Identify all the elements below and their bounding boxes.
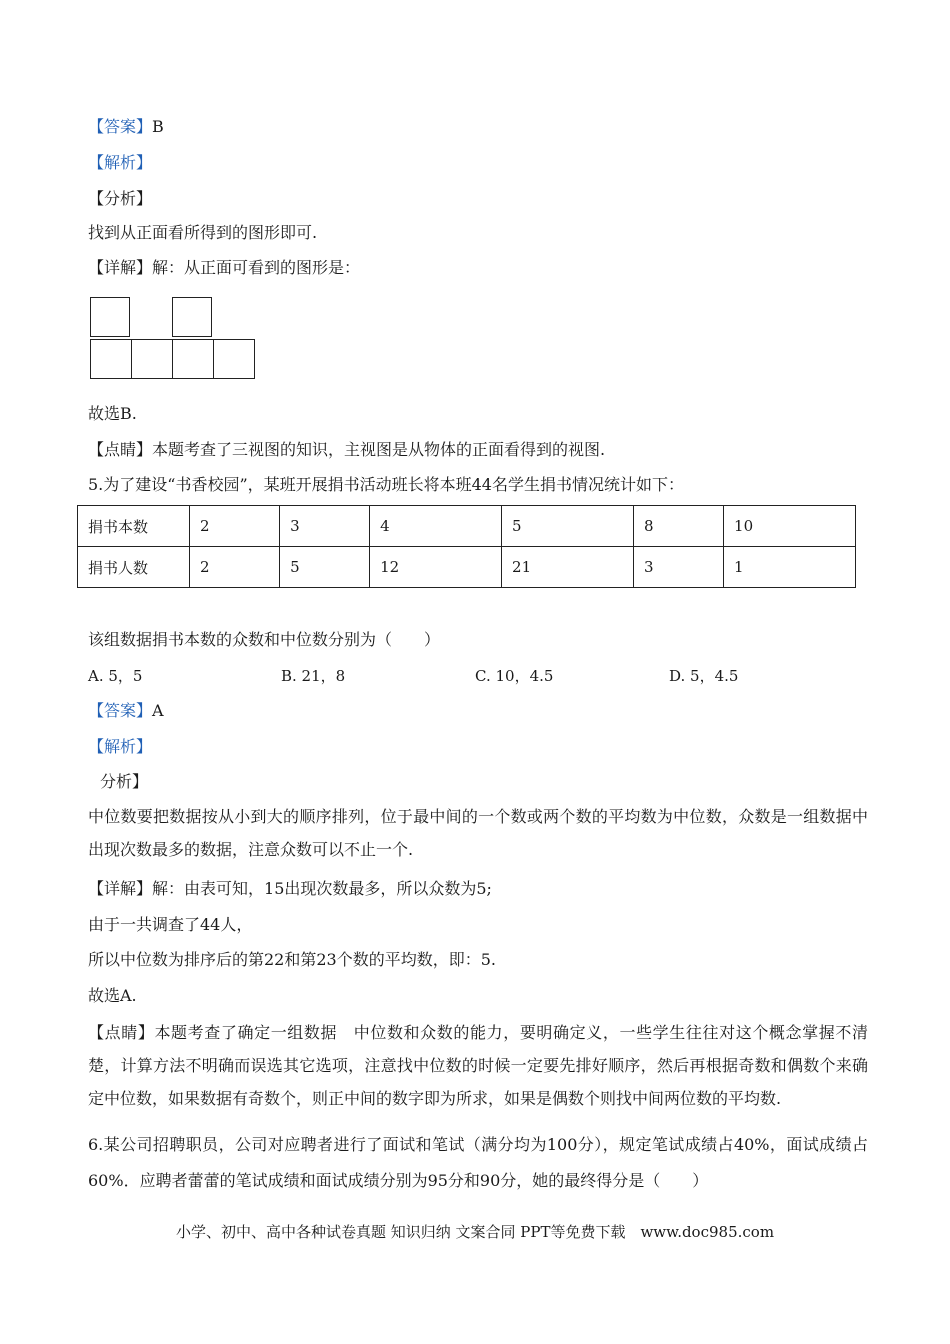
fenxi-label: 分析】 [100,772,149,791]
q5-answer-line [88,699,164,723]
q5-question: 该组数据捐书本数的众数和中位数分别为（ ） [88,630,441,649]
xiangjie-line [88,256,360,280]
option-b: B. 21，8 [281,667,346,685]
table-cell: 2 [190,506,280,547]
fenxi-tag: 【分析】 [88,189,153,208]
option-c: C. 10，4.5 [475,667,554,685]
answer-tag: 【答案】 [88,117,153,136]
page-footer: 小学、初中、高中各种试卷真题 知识归纳 文案合同 PPT等免费下载 www.doc985.com [175,1223,775,1241]
table-cell: 3 [280,506,370,547]
table-cell: 5 [502,506,634,547]
dianjing-tag: 【点睛】 [88,440,153,459]
answer-value: B [152,117,164,136]
figure-square [172,339,214,379]
dianjing-tag: 【点睛】 [88,1023,155,1042]
front-view-figure [90,297,256,381]
dianjing-text: 本题考查了确定一组数据 中位数和众数的能力，要明确定义，一些学生往往对这个概念掌握不清楚，计算方法不明确而误选其它选项，注意找中位数的时候一定要先排好顺序，然后再根据奇数和偶数个来确定中位数，如果数据有奇数个，则正中间的数字即为所求，如果是偶数个则找中间两位数的平均数. [88,1023,868,1108]
xiangjie-text: 解：由表可知，15出现次数最多，所以众数为5; [152,879,492,898]
q5-line3: 所以中位数为排序后的第22和第23个数的平均数，即：5. [88,950,496,969]
table-cell: 4 [370,506,502,547]
analysis-tag: 【解析】 [88,153,153,172]
fenxi-text: 找到从正面看所得到的图形即可. [88,223,318,242]
q5-dianjing [88,1016,868,1115]
figure-square [90,297,130,337]
table-cell: 5 [280,547,370,588]
figure-square [90,339,132,379]
xiangjie-tag: 【详解】 [88,879,153,898]
table-cell: 12 [370,547,502,588]
analysis-tag: 【解析】 [88,737,153,756]
table-cell: 捐书本数 [78,506,190,547]
q4-conclusion: 故选B. [88,404,137,423]
q5-stem: 5.为了建设“书香校园”，某班开展捐书活动班长将本班44名学生捐书情况统计如下： [88,475,684,494]
q4-answer-line [88,115,164,139]
option-d: D. 5，4.5 [669,667,739,685]
xiangjie-text: 解：从正面可看到的图形是： [152,258,361,277]
answer-value: A [152,701,164,720]
option-a: A. 5，5 [88,667,143,685]
table-row [78,547,856,588]
q5-xiangjie-line [88,877,492,901]
q4-dianjing-line [88,438,605,462]
table-cell: 2 [190,547,280,588]
q5-line2: 由于一共调查了44人， [88,915,253,934]
q6-stem: 6.某公司招聘职员，公司对应聘者进行了面试和笔试（满分均为100分），规定笔试成绩占40%，面试成绩占60%．应聘者蕾蕾的笔试成绩和面试成绩分别为95分和90分，她的最终得分是（ ） [88,1135,868,1190]
q5-conclusion: 故选A. [88,986,137,1005]
xiangjie-tag: 【详解】 [88,258,153,277]
figure-square [172,297,212,337]
answer-tag: 【答案】 [88,701,153,720]
table-cell: 10 [724,506,856,547]
figure-square [213,339,255,379]
dianjing-text: 本题考查了三视图的知识，主视图是从物体的正面看得到的视图. [152,440,606,459]
table-cell: 1 [724,547,856,588]
table-cell: 捐书人数 [78,547,190,588]
table-cell: 21 [502,547,634,588]
q5-fenxi-text: 中位数要把数据按从小到大的顺序排列，位于最中间的一个数或两个数的平均数为中位数，众数是一组数据中出现次数最多的数据，注意众数可以不止一个. [88,807,868,859]
table-row [78,506,856,547]
q5-options [88,664,868,688]
figure-square [131,339,173,379]
donation-table [77,505,856,588]
table-cell: 8 [633,506,723,547]
table-cell: 3 [633,547,723,588]
